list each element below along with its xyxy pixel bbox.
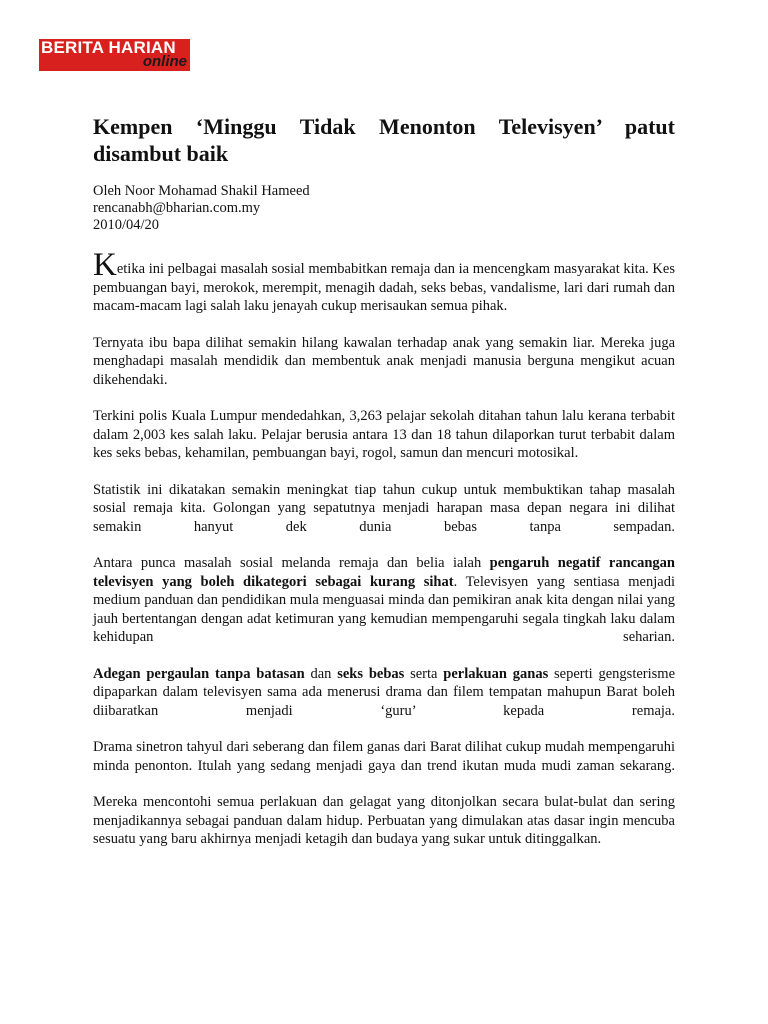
- article-meta: [93, 183, 310, 234]
- paragraph-6-bold-1: Adegan pergaulan tanpa batasan: [93, 665, 305, 682]
- article-body: [93, 247, 676, 867]
- drop-cap: K: [93, 247, 117, 283]
- paragraph-1-text: etika ini pelbagai masalah sosial membabitkan remaja dan ia mencengkam masyarakat kita. Kes pembuangan bayi, merokok, merempit, menagih dadah, seks bebas, vandalisme, lari dari rumah dan macam-macam lagi salah laku jenayah cukup merisaukan semua pihak.: [93, 261, 675, 314]
- paragraph-6: [93, 665, 675, 721]
- paragraph-3: Terkini polis Kuala Lumpur mendedahkan, 3,263 pelajar sekolah ditahan tahun lalu kerana terbabit dalam 2,003 kes salah laku. Pelajar berusia antara 13 dan 18 tahun dilaporkan turut terbabit dalam kes seks bebas, kehamilan, pembuangan bayi, rogol, samun dan mencuri motosikal.: [93, 408, 675, 461]
- paragraph-6-and-2: serta: [404, 665, 444, 682]
- paragraph-5-bold: pengaruh negatif rancangan televisyen yang boleh dikategori sebagai kurang sihat: [93, 555, 675, 590]
- article-title: Kempen ‘Minggu Tidak Menonton Televisyen’ patut disambut baik: [93, 114, 675, 166]
- article-author: Oleh Noor Mohamad Shakil Hameed: [93, 183, 310, 199]
- article-email: rencanabh@bharian.com.my: [93, 200, 261, 216]
- berita-harian-logo: [39, 39, 190, 71]
- paragraph-6-and-1: dan: [304, 665, 338, 682]
- paragraph-5: [93, 554, 675, 647]
- article-date: 2010/04/20: [93, 217, 160, 233]
- paragraph-2: Ternyata ibu bapa dilihat semakin hilang kawalan terhadap anak yang semakin liar. Mereka juga menghadapi masalah mendidik dan membentuk anak menjadi manusia berguna mengikut acuan dikehendaki.: [93, 334, 675, 388]
- paragraph-4: Statistik ini dikatakan semakin meningkat tiap tahun cukup untuk membuktikan tahap masalah sosial remaja kita. Golongan yang sepatutnya menjadi harapan masa depan negara ini dilihat semakin hanyut dek dunia bebas tanpa sempadan.: [93, 481, 675, 535]
- paragraph-6-bold-3: perlakuan ganas: [443, 665, 549, 682]
- paragraph-5-text-a: Antara punca masalah sosial melanda remaja dan belia ialah: [93, 555, 490, 571]
- paragraph-8: Mereka mencontohi semua perlakuan dan gelagat yang ditonjolkan secara bulat-bulat dan sering menjadikannya sebagai panduan dalam hidup. Perbuatan yang dimulakan atas dasar ingin mencuba sesuatu yang baru akhirnya menjadi ketagih dan budaya yang sukar untuk ditinggalkan.: [93, 794, 675, 847]
- logo-online-text: online: [142, 53, 187, 70]
- paragraph-6-bold-2: seks bebas: [337, 665, 405, 682]
- paragraph-6-rest: seperti gengsterisme dipaparkan dalam televisyen sama ada menerusi drama dan filem tempatan mahupun Barat boleh diibaratkan menjadi ‘guru’ kepada remaja.: [93, 665, 676, 719]
- paragraph-1: [93, 247, 675, 316]
- paragraph-5-text-b: . Televisyen yang sentiasa menjadi medium panduan dan pendidikan mula menguasai minda dan pemikiran anak kita dengan nilai yang jauh bertentangan dengan adat ketimuran yang kemudian mempengaruhi segala tingkah laku dalam kehidupan seharian.: [93, 573, 675, 645]
- logo-brand-text: BERITA HARIAN: [41, 38, 176, 57]
- paragraph-7: Drama sinetron tahyul dari seberang dan filem ganas dari Barat dilihat cukup mudah mempengaruhi minda penonton. Itulah yang sedang menjadi gaya dan trend ikutan muda mudi zaman sekarang.: [93, 739, 675, 774]
